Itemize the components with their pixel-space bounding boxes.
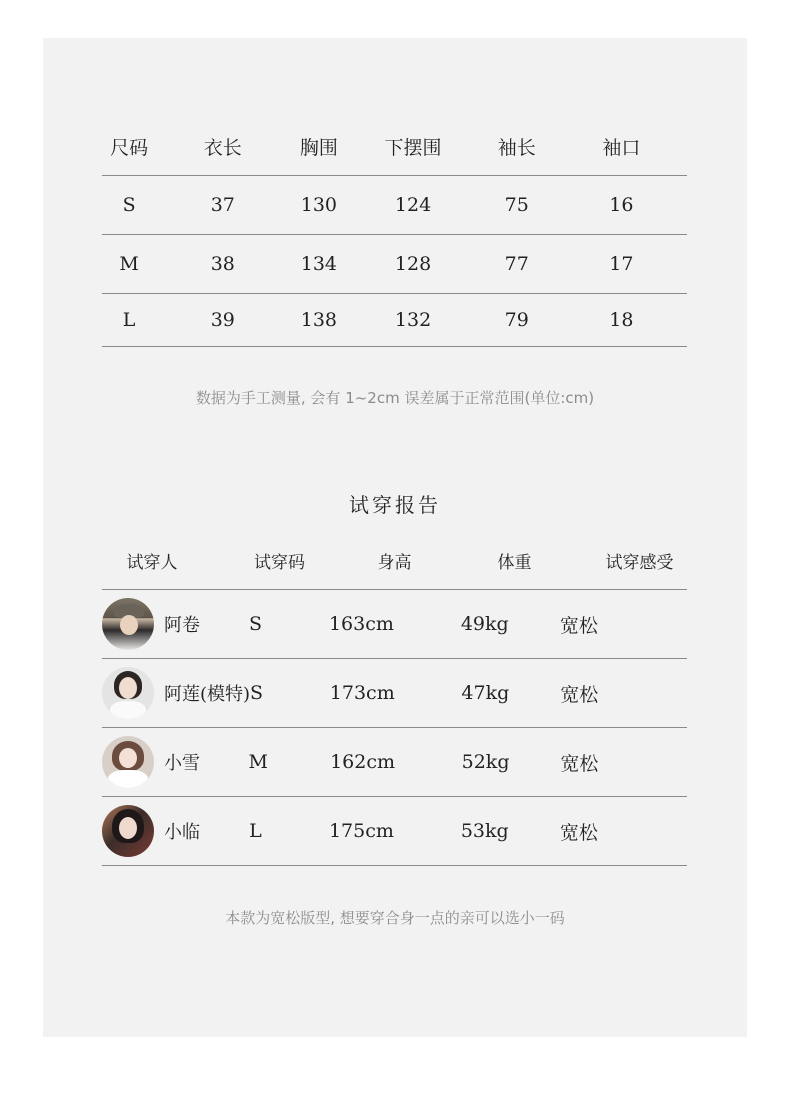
cell-feel: 宽松 — [559, 821, 598, 844]
cell-chest: 130 — [300, 194, 337, 216]
size-chart-note: 数据为手工测量, 会有 1~2cm 误差属于正常范围(单位:cm) — [195, 389, 595, 407]
cell-hem: 128 — [394, 253, 432, 275]
avatar — [102, 805, 154, 857]
table-row — [102, 590, 687, 659]
cell-size: M — [119, 253, 139, 275]
person-name: 阿莲(模特) — [164, 684, 251, 705]
cell-cuff: 17 — [609, 253, 634, 275]
cell-size: S — [122, 194, 136, 216]
avatar — [102, 736, 154, 788]
cell-length: 38 — [210, 253, 235, 275]
cell-height: 175cm — [328, 820, 394, 842]
cell-try-size: S — [248, 613, 262, 635]
cell-sleeve-length: 77 — [504, 253, 529, 275]
cell-feel: 宽松 — [559, 614, 598, 637]
table-row — [102, 797, 687, 866]
header-size: 尺码 — [110, 136, 149, 159]
header-feel: 试穿感受 — [605, 553, 674, 573]
cell-hem: 132 — [394, 309, 432, 331]
cell-hem: 124 — [394, 194, 432, 216]
cell-cuff: 18 — [609, 309, 634, 331]
table-row — [102, 235, 687, 294]
try-on-title: 试穿报告 — [349, 493, 441, 517]
header-try-size: 试穿码 — [254, 553, 305, 573]
cell-try-size: S — [250, 682, 264, 704]
header-hem: 下摆围 — [384, 136, 442, 159]
avatar — [102, 598, 154, 650]
person-name: 小临 — [164, 822, 200, 843]
cell-chest: 138 — [300, 309, 337, 331]
avatar — [102, 667, 154, 719]
cell-sleeve-length: 75 — [504, 194, 529, 216]
try-on-table — [102, 532, 687, 866]
size-chart-table — [102, 117, 687, 347]
cell-cuff: 16 — [609, 194, 634, 216]
try-on-header — [102, 532, 687, 590]
header-height: 身高 — [377, 553, 412, 573]
cell-feel: 宽松 — [560, 683, 599, 706]
cell-sleeve-length: 79 — [504, 309, 529, 331]
header-cuff: 袖口 — [602, 136, 641, 159]
cell-length: 39 — [210, 309, 235, 331]
person-cell — [102, 598, 249, 650]
header-weight: 体重 — [497, 553, 532, 573]
header-sleeve-length: 袖长 — [497, 136, 536, 159]
cell-weight: 49kg — [460, 613, 509, 635]
cell-height: 162cm — [330, 751, 396, 773]
size-chart-header — [102, 117, 687, 176]
cell-weight: 53kg — [460, 820, 509, 842]
header-length: 衣长 — [203, 136, 242, 159]
cell-weight: 52kg — [461, 751, 510, 773]
cell-try-size: L — [249, 820, 262, 842]
cell-height: 163cm — [328, 613, 394, 635]
table-row — [102, 659, 687, 728]
table-row — [102, 294, 687, 347]
person-name: 阿卷 — [164, 615, 200, 636]
person-cell — [102, 667, 250, 719]
table-row — [102, 728, 687, 797]
cell-weight: 47kg — [461, 682, 510, 704]
person-name: 小雪 — [164, 753, 200, 774]
person-cell — [102, 805, 249, 857]
person-cell — [102, 736, 248, 788]
cell-size: L — [122, 309, 136, 331]
fit-note: 本款为宽松版型, 想要穿合身一点的亲可以选小一码 — [225, 909, 565, 927]
cell-height: 173cm — [329, 682, 395, 704]
cell-chest: 134 — [300, 253, 337, 275]
cell-length: 37 — [210, 194, 235, 216]
cell-try-size: M — [248, 751, 268, 773]
header-person: 试穿人 — [126, 553, 178, 573]
header-chest: 胸围 — [299, 136, 338, 159]
cell-feel: 宽松 — [560, 752, 599, 775]
table-row — [102, 176, 687, 235]
